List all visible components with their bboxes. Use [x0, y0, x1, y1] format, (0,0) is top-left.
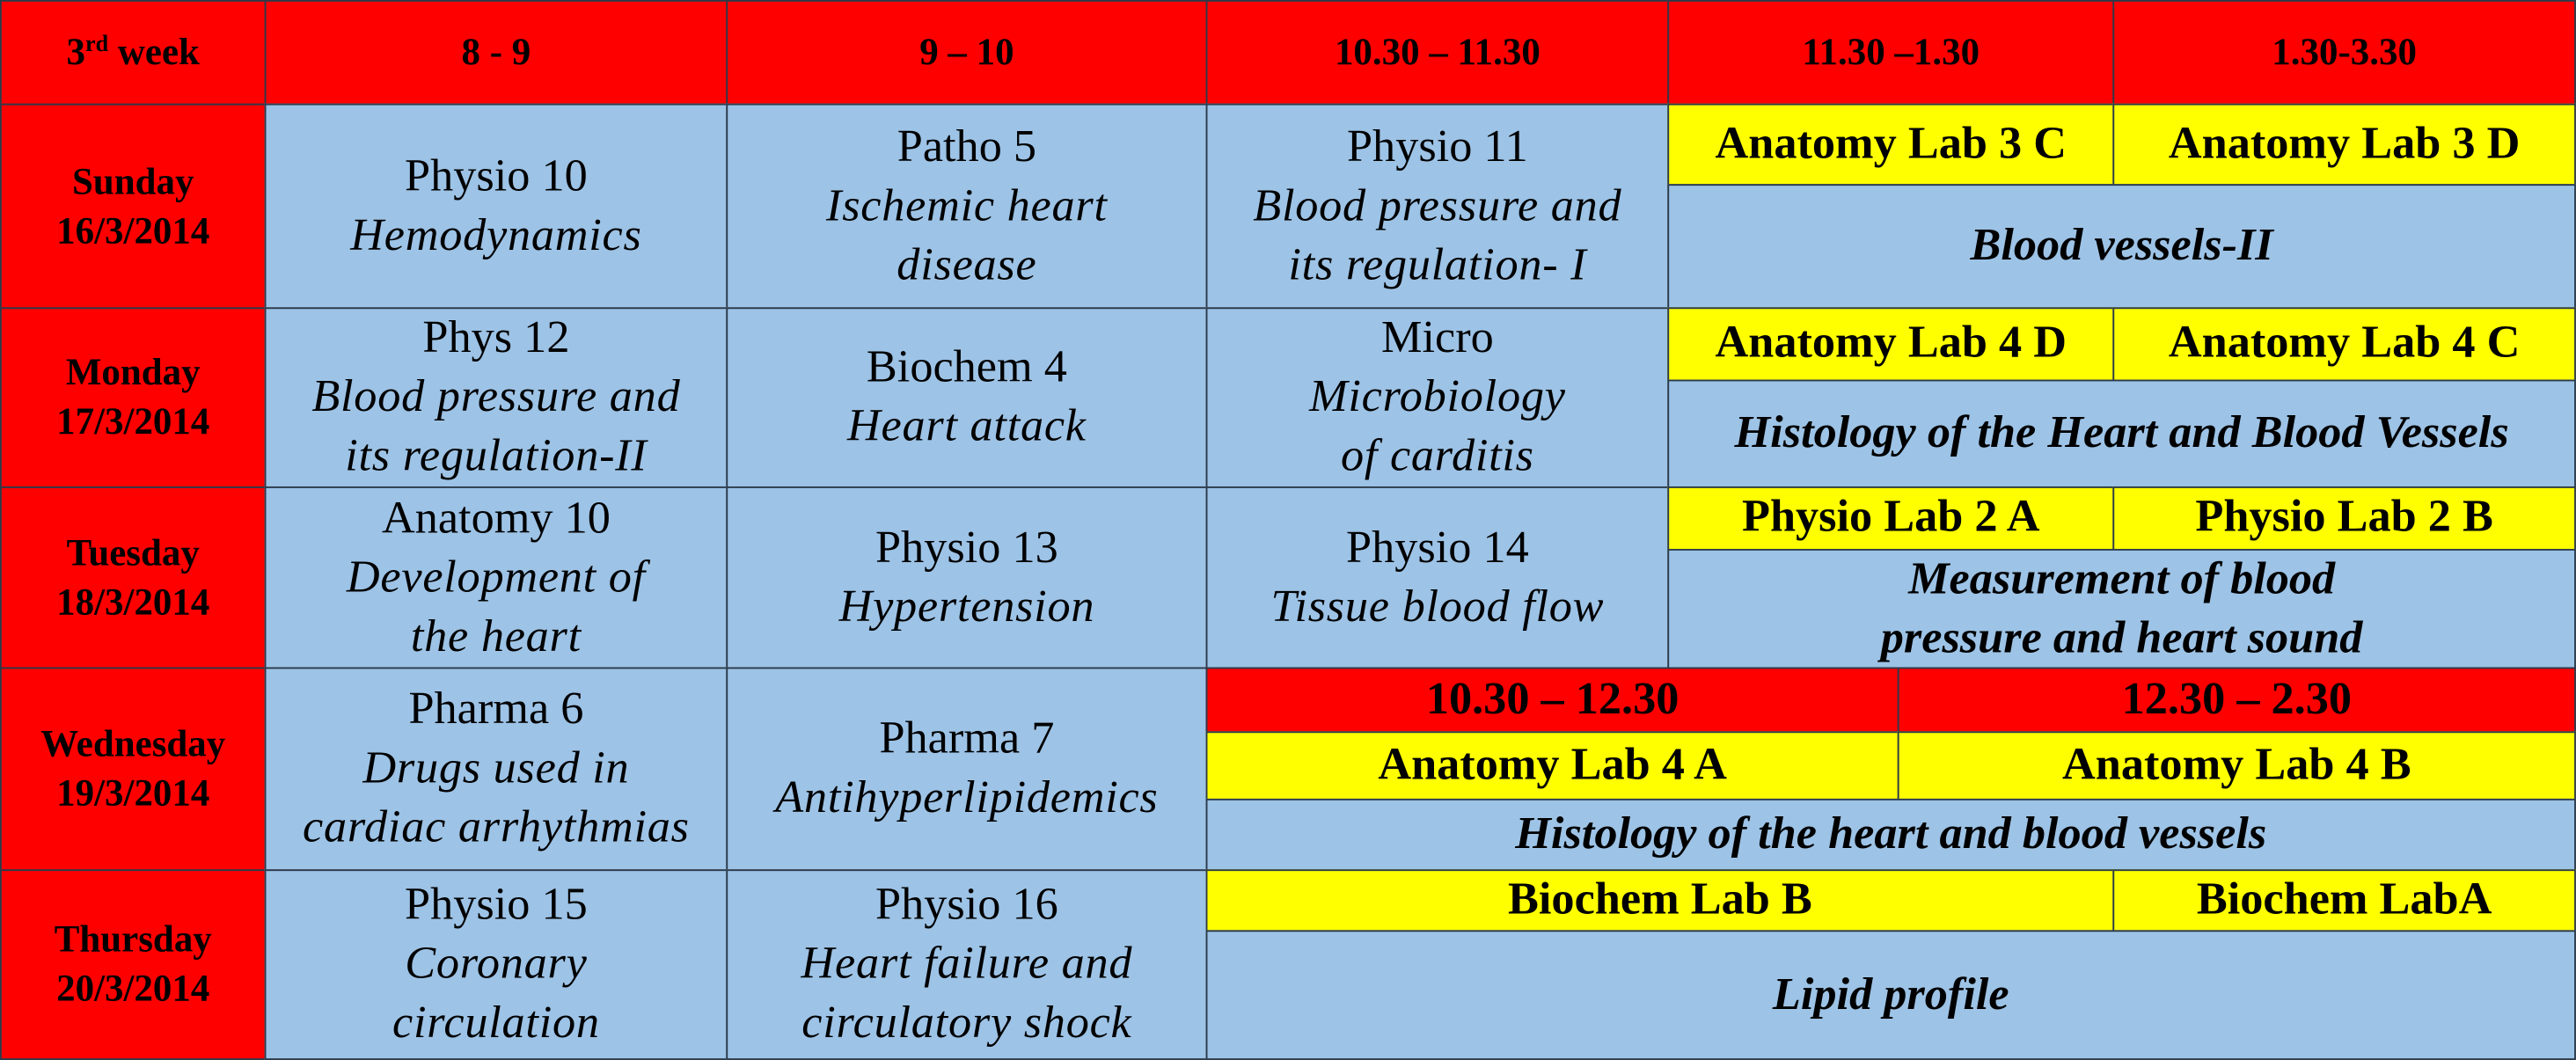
day-cell-thursday: [0, 869, 267, 1060]
lecture-topic: Tissue blood flow: [1270, 581, 1605, 632]
lecture-title: Physio 15: [405, 879, 588, 931]
header-time-slot-5: 1.30-3.30: [2112, 0, 2576, 106]
lab-topic: Histology of the heart and blood vessels: [1515, 808, 2267, 860]
lecture-cell: [265, 307, 728, 488]
lab-topic: pressure and heart sound: [1880, 611, 2363, 663]
header-time-slot-4: 11.30 –1.30: [1667, 0, 2114, 106]
day-cell-sunday: [0, 104, 267, 310]
week-label: 3rd week: [66, 32, 200, 73]
lab-group-cell: Anatomy Lab 4 B: [1898, 731, 2576, 800]
lecture-cell: [726, 486, 1207, 669]
lecture-title: Anatomy 10: [381, 492, 611, 544]
day-date: 19/3/2014: [56, 772, 210, 814]
lab-topic-cell: [1206, 799, 2576, 871]
lab-topic: Lipid profile: [1772, 969, 2009, 1020]
lecture-title: Pharma 7: [879, 713, 1055, 764]
lecture-cell: [265, 104, 728, 310]
lecture-title: Physio 13: [875, 522, 1058, 574]
lecture-cell: [726, 307, 1207, 488]
lab-time-slot: 12.30 – 2.30: [1898, 667, 2576, 733]
lab-topic-cell: [1667, 380, 2576, 488]
lecture-topic: cardiac arrhythmias: [303, 801, 690, 853]
lecture-cell: [1206, 104, 1670, 310]
day-name: Wednesday: [40, 723, 226, 764]
lab-group-cell: Biochem LabA: [2112, 869, 2576, 932]
lab-time-slot: 10.30 – 12.30: [1206, 667, 1899, 733]
day-cell-monday: [0, 307, 267, 488]
lab-topic-cell: [1667, 184, 2576, 309]
lab-topic-cell: [1206, 930, 2576, 1060]
lecture-cell: [726, 869, 1207, 1060]
lecture-title: Biochem 4: [866, 341, 1067, 393]
lecture-title: Physio 16: [875, 879, 1058, 931]
header-time-slot-3: 10.30 – 11.30: [1206, 0, 1670, 106]
lecture-topic: Hypertension: [838, 581, 1095, 632]
day-name: Tuesday: [66, 531, 200, 574]
lecture-topic: Heart attack: [847, 400, 1087, 452]
day-name: Monday: [65, 351, 201, 393]
lab-group-cell: Anatomy Lab 4 C: [2112, 307, 2576, 381]
lecture-cell: [265, 486, 728, 669]
lab-topic: Histology of the Heart and Blood Vessels: [1734, 407, 2509, 459]
lecture-topic: its regulation- I: [1288, 238, 1587, 290]
day-date: 16/3/2014: [56, 209, 210, 251]
lecture-topic: the heart: [410, 610, 582, 662]
lab-group-cell: Physio Lab 2 B: [2112, 486, 2576, 551]
lecture-title: Pharma 6: [408, 684, 584, 735]
lecture-cell: [265, 667, 728, 871]
day-date: 17/3/2014: [56, 400, 210, 442]
lecture-topic: Hemodynamics: [350, 209, 642, 261]
lecture-cell: [1206, 486, 1670, 669]
lecture-title: Micro: [1380, 311, 1494, 363]
lab-topic: Measurement of blood: [1908, 552, 2336, 604]
header-time-slot-2: 9 – 10: [726, 0, 1207, 106]
lecture-title: Phys 12: [422, 311, 570, 363]
lab-group-cell: Physio Lab 2 A: [1667, 486, 2114, 551]
lecture-cell: [726, 667, 1207, 871]
header-week-cell: [0, 0, 267, 106]
lecture-cell: [726, 104, 1207, 310]
lab-topic: Blood vessels-II: [1970, 220, 2273, 272]
lecture-topic: disease: [896, 238, 1037, 290]
lecture-cell: [265, 869, 728, 1060]
lecture-topic: Heart failure and: [801, 938, 1133, 990]
lecture-topic: Drugs used in: [362, 742, 630, 794]
lecture-topic: Coronary: [405, 938, 588, 990]
lecture-title: Patho 5: [896, 121, 1037, 172]
lab-group-cell: Anatomy Lab 3 C: [1667, 104, 2114, 186]
lecture-topic: of carditis: [1340, 430, 1534, 482]
lecture-topic: circulation: [392, 997, 600, 1049]
lab-group-cell: Anatomy Lab 3 D: [2112, 104, 2576, 186]
day-name: Sunday: [71, 160, 194, 201]
lecture-topic: Antihyperlipidemics: [775, 772, 1159, 823]
lecture-title: Physio 10: [405, 150, 588, 201]
lecture-topic: Development of: [346, 551, 646, 603]
day-date: 18/3/2014: [56, 581, 210, 623]
lab-group-cell: Anatomy Lab 4 A: [1206, 731, 1899, 800]
lecture-topic: circulatory shock: [801, 997, 1132, 1049]
lab-group-cell: Anatomy Lab 4 D: [1667, 307, 2114, 381]
day-name: Thursday: [54, 918, 212, 961]
lecture-topic: Blood pressure and: [1253, 179, 1622, 231]
day-cell-tuesday: [0, 486, 267, 669]
day-date: 20/3/2014: [56, 968, 210, 1010]
lab-topic-cell: [1667, 549, 2576, 669]
day-cell-wednesday: [0, 667, 267, 871]
lecture-topic: Microbiology: [1309, 371, 1566, 423]
lab-group-cell: Biochem Lab B: [1206, 869, 2115, 932]
lecture-cell: [1206, 307, 1670, 488]
lecture-topic: its regulation-II: [345, 430, 648, 482]
header-time-slot-1: 8 - 9: [265, 0, 728, 106]
lecture-title: Physio 14: [1346, 522, 1529, 574]
lecture-title: Physio 11: [1346, 121, 1528, 172]
lecture-topic: Ischemic heart: [826, 179, 1108, 231]
lecture-topic: Blood pressure and: [311, 371, 681, 423]
